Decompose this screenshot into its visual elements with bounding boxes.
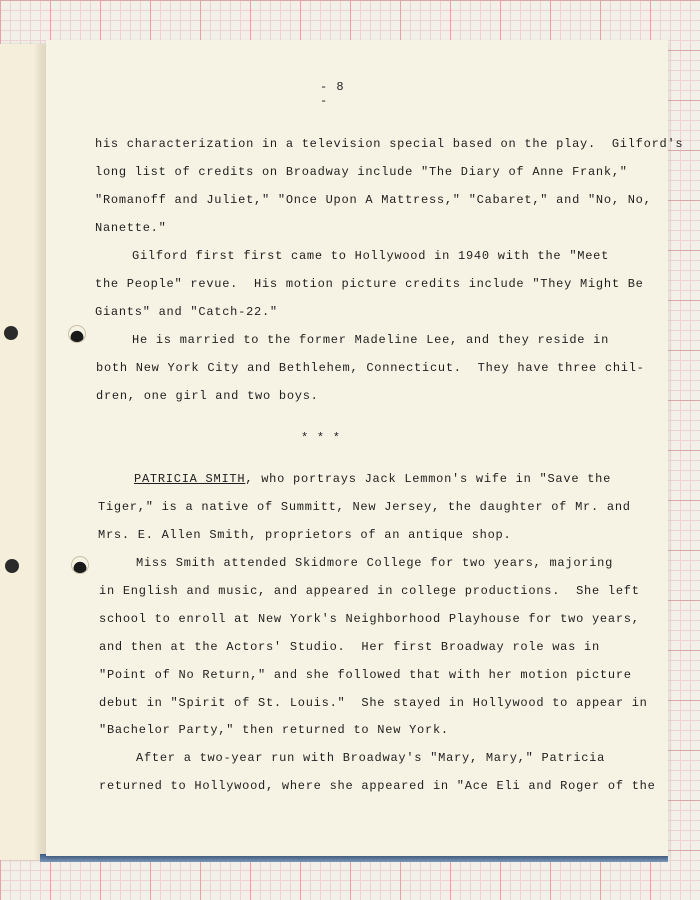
text-span: , who portrays Jack Lemmon's wife in "Save the xyxy=(245,472,612,486)
text-line: both New York City and Bethlehem, Connecticut. They have three chil- xyxy=(96,361,645,375)
punch-hole xyxy=(68,325,86,343)
page-number: - 8 - xyxy=(320,80,345,108)
text-line: "Romanoff and Juliet," "Once Upon A Mattress," "Cabaret," and "No, No, xyxy=(95,193,652,207)
text-line: He is married to the former Madeline Lee, and they reside in xyxy=(132,333,610,347)
text-line xyxy=(134,472,611,486)
text-line: debut in "Spirit of St. Louis." She stayed in Hollywood to appear in xyxy=(99,696,648,710)
text-line: in English and music, and appeared in college productions. She left xyxy=(99,584,640,598)
text-line: Gilford first first came to Hollywood in 1940 with the "Meet xyxy=(132,249,610,263)
text-line: Nanette." xyxy=(95,221,167,235)
text-line: "Bachelor Party," then returned to New York. xyxy=(99,723,449,737)
text-line: "Point of No Return," and she followed that with her motion picture xyxy=(99,668,632,682)
text-line: long list of credits on Broadway include "The Diary of Anne Frank," xyxy=(95,165,628,179)
text-line: Miss Smith attended Skidmore College for two years, majoring xyxy=(136,556,614,570)
text-line: dren, one girl and two boys. xyxy=(96,389,319,403)
punch-hole xyxy=(4,326,18,340)
text-line: school to enroll at New York's Neighborhood Playhouse for two years, xyxy=(99,612,640,626)
text-line: returned to Hollywood, where she appeared in "Ace Eli and Roger of the xyxy=(99,779,656,793)
text-line: Mrs. E. Allen Smith, proprietors of an antique shop. xyxy=(98,528,512,542)
punch-hole xyxy=(5,559,19,573)
punch-hole xyxy=(71,556,89,574)
text-line: After a two-year run with Broadway's "Mary, Mary," Patricia xyxy=(136,751,606,765)
text-line: and then at the Actors' Studio. Her first Broadway role was in xyxy=(99,640,600,654)
text-line: the People" revue. His motion picture credits include "They Might Be xyxy=(95,277,644,291)
section-separator: * * * xyxy=(301,431,341,445)
text-line: Tiger," is a native of Summitt, New Jersey, the daughter of Mr. and xyxy=(98,500,631,514)
person-name: PATRICIA SMITH xyxy=(134,472,246,486)
text-line: his characterization in a television special based on the play. Gilford's xyxy=(95,137,684,151)
text-line: Giants" and "Catch-22." xyxy=(95,305,278,319)
